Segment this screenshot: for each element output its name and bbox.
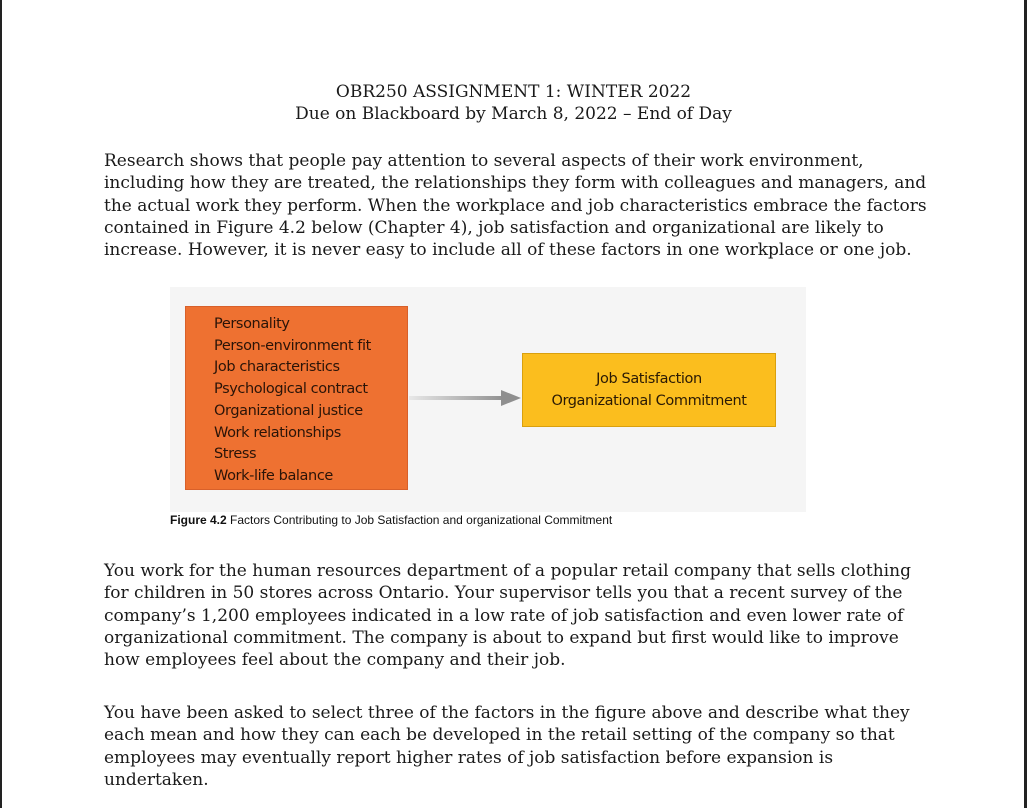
figure-caption bbox=[170, 513, 612, 527]
outcome-organizational-commitment: Organizational Commitment bbox=[551, 393, 747, 409]
factor-list bbox=[214, 314, 407, 488]
due-date: Due on Blackboard by March 8, 2022 – End of Day bbox=[295, 104, 732, 124]
factor-item: Stress bbox=[214, 446, 257, 463]
factor-item: Job characteristics bbox=[214, 359, 340, 376]
factor-item: Person-environment fit bbox=[214, 337, 371, 354]
document-header bbox=[0, 81, 1027, 125]
figure-4-2 bbox=[170, 287, 806, 512]
task-paragraph: You have been asked to select three of the factors in the figure above and describe what they each mean and how they can each be developed in the retail setting of the company so that employees may eventually report higher rates of job satisfaction before expansion is undertaken. bbox=[104, 703, 910, 790]
factors-box bbox=[185, 306, 408, 490]
arrow-right-icon bbox=[409, 387, 521, 409]
factor-item: Organizational justice bbox=[214, 402, 363, 419]
figure-caption-text: Factors Contributing to Job Satisfaction and organizational Commitment bbox=[226, 513, 613, 527]
factor-item: Work-life balance bbox=[214, 467, 333, 484]
outcome-job-satisfaction: Job Satisfaction bbox=[596, 371, 702, 387]
intro-paragraph: Research shows that people pay attention to several aspects of their work environment, including how they are treated, the relationships they form with colleagues and managers, and the actual work they perform. When the workplace and job characteristics embrace the factors contained in Figure 4.2 below (Chapter 4), job satisfaction and organizational are likely to increase. However, it is never easy to include all of these factors in one workplace or one job. bbox=[104, 151, 927, 261]
outcomes-box bbox=[522, 353, 776, 427]
factor-item: Work relationships bbox=[214, 424, 341, 441]
scenario-paragraph: You work for the human resources department of a popular retail company that sells clothing for children in 50 stores across Ontario. Your supervisor tells you that a recent survey of the company’s 1,200 employees indicated in a low rate of job satisfaction and even lower rate of organizational commitment. The company is about to expand but first would like to improve how employees feel about the company and their job. bbox=[104, 561, 911, 671]
factor-item: Psychological contract bbox=[214, 381, 368, 398]
figure-caption-label: Figure 4.2 bbox=[170, 513, 227, 527]
factor-item: Personality bbox=[214, 316, 290, 332]
assignment-title: OBR250 ASSIGNMENT 1: WINTER 2022 bbox=[335, 82, 692, 102]
